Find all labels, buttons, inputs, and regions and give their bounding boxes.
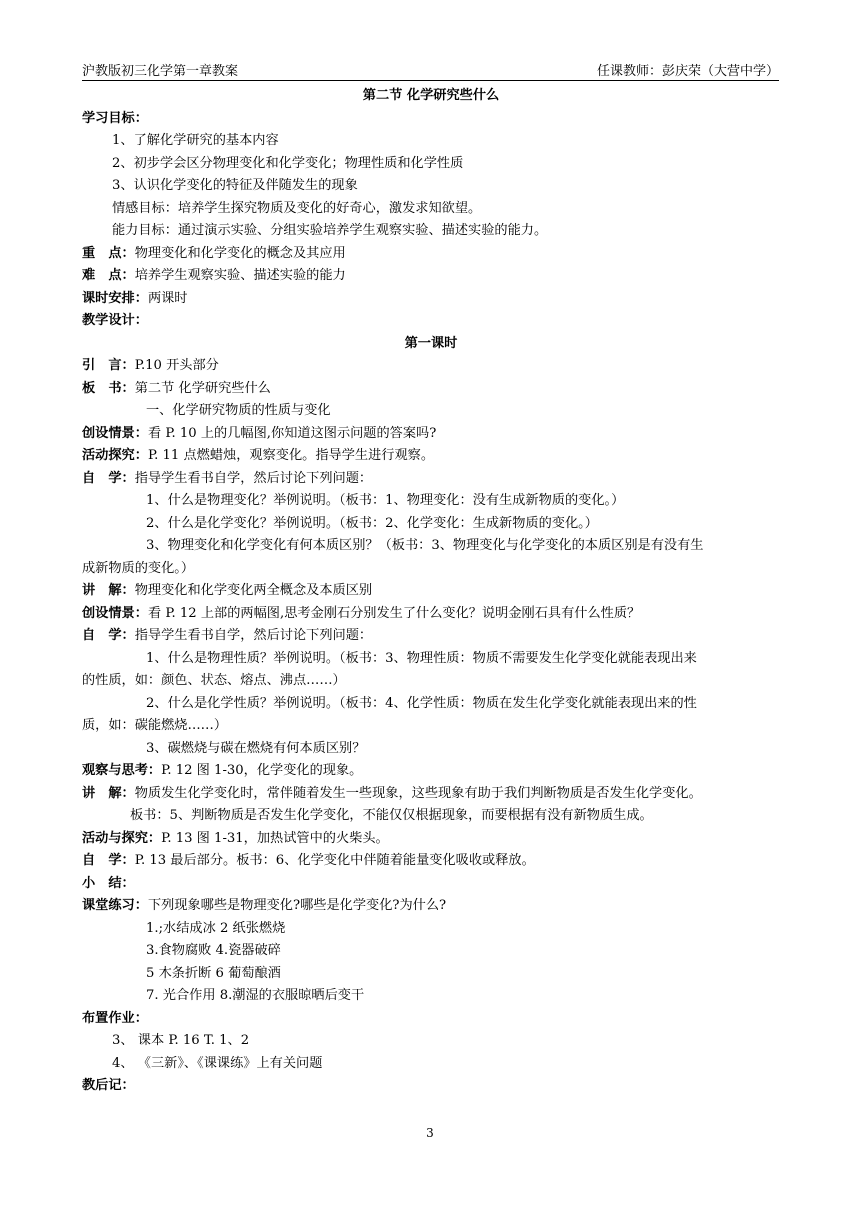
scenario-row <box>82 603 780 626</box>
exercise-item: 1.;水结成冰 2 纸张燃烧 <box>146 920 286 936</box>
difficulty-text: 培养学生观察实验、描述实验的能力 <box>134 268 346 283</box>
exercise-text: 下列现象哪些是物理变化?哪些是化学变化?为什么? <box>147 898 447 913</box>
key-point-row <box>82 243 780 266</box>
homework-label: 布置作业： <box>82 1010 148 1026</box>
question-item: 1、什么是物理性质？举例说明。（板书：3、物理性质：物质不需要发生化学变化就能表现出来 <box>146 650 697 666</box>
summary-label: 小 结： <box>82 875 135 891</box>
lesson-title: 第一课时 <box>404 335 458 351</box>
exercise-label: 课堂练习： <box>82 898 148 913</box>
lecture-label: 讲 解： <box>82 583 135 598</box>
objective-item: 2、初步学会区分物理变化和化学变化；物理性质和化学性质 <box>112 155 464 171</box>
objective-item: 3、认识化学变化的特征及伴随发生的现象 <box>112 178 358 193</box>
schedule-row <box>82 288 780 311</box>
lecture-label: 讲 解： <box>82 785 135 801</box>
activity-text: P. 13 图 1-31，加热试管中的火柴头。 <box>161 830 389 846</box>
question-item: 2、什么是化学性质？举例说明。（板书：4、化学性质：物质在发生化学变化就能表现出来的性 <box>146 695 697 711</box>
activity-label: 活动与探究： <box>82 830 162 846</box>
exercise-item: 3.食物腐败 4.瓷器破碎 <box>146 943 281 958</box>
board-subtitle: 一、化学研究物质的性质与变化 <box>146 403 331 418</box>
design-label: 教学设计： <box>82 313 148 328</box>
self-study-label: 自 学： <box>82 470 135 486</box>
homework-item: 3、 课本 P. 16 T. 1、2 <box>112 1033 250 1048</box>
key-point-label: 重 点： <box>82 245 135 261</box>
header-left: 沪教版初三化学第一章教案 <box>82 64 239 79</box>
scenario-text: 看 P. 10 上的几幅图,你知道这图示问题的答案吗? <box>147 425 437 441</box>
objective-item: 能力目标：通过演示实验、分组实验培养学生观察实验、描述实验的能力。 <box>112 223 548 238</box>
board-text: 第二节 化学研究些什么 <box>134 380 271 396</box>
scenario-label: 创设情景： <box>82 605 148 621</box>
observe-text: P. 12 图 1-30，化学变化的现象。 <box>161 763 363 778</box>
key-point-text: 物理变化和化学变化的概念及其应用 <box>134 245 346 261</box>
schedule-text: 两课时 <box>147 290 188 306</box>
homework-item: 4、 《三新》、《课课练》上有关问题 <box>112 1055 323 1071</box>
exercise-row <box>82 895 780 918</box>
intro-text: P.10 开头部分 <box>134 358 219 373</box>
difficulty-row <box>82 265 780 288</box>
lecture-text: 物理变化和化学变化两全概念及本质区别 <box>134 583 373 598</box>
schedule-label: 课时安排： <box>82 290 148 306</box>
page-number: 3 <box>426 1126 434 1140</box>
objectives-label: 学习目标： <box>82 110 148 126</box>
self-study-label: 自 学： <box>82 853 135 868</box>
self-study-row <box>82 625 780 648</box>
intro-label: 引 言： <box>82 358 135 373</box>
afterword-label: 教后记： <box>82 1078 135 1093</box>
board-row <box>82 378 780 401</box>
question-item: 3、物理变化和化学变化有何本质区别？（板书：3、物理变化与化学变化的本质区别是有没有生 <box>146 538 704 553</box>
self-study-text: 指导学生看书自学，然后讨论下列问题： <box>134 628 373 643</box>
question-item: 1、什么是物理变化？举例说明。（板书：1、物理变化：没有生成新物质的变化。） <box>146 493 625 508</box>
objective-item: 情感目标：培养学生探究物质及变化的好奇心，激发求知欲望。 <box>112 200 482 216</box>
activity-row <box>82 445 780 468</box>
exercise-item: 7. 光合作用 8.潮湿的衣服晾晒后变干 <box>146 988 365 1003</box>
self-study-row <box>82 468 780 491</box>
question-item: 2、什么是化学变化？举例说明。（板书：2、化学变化：生成新物质的变化。） <box>146 515 598 531</box>
document-body <box>82 85 780 1098</box>
scenario-row <box>82 423 780 446</box>
observe-row <box>82 760 780 783</box>
activity-text: P. 11 点燃蜡烛，观察变化。指导学生进行观察。 <box>147 448 435 463</box>
lecture-row <box>82 580 780 603</box>
board-note: 板书：5、判断物质是否发生化学变化，不能仅仅根据现象，而要根据有没有新物质生成。 <box>130 808 653 823</box>
activity-label: 活动探究： <box>82 448 148 463</box>
board-label: 板 书： <box>82 380 135 396</box>
activity-row <box>82 828 780 851</box>
self-study-row <box>82 850 780 873</box>
page-header <box>82 60 779 81</box>
scenario-text: 看 P. 12 上部的两幅图,思考金刚石分别发生了什么变化？说明金刚石具有什么性质？ <box>147 605 641 621</box>
objective-item: 1、了解化学研究的基本内容 <box>112 133 279 148</box>
lecture-text: 物质发生化学变化时，常伴随着发生一些现象，这些现象有助于我们判断物质是否发生化学变化。 <box>134 785 702 801</box>
self-study-label: 自 学： <box>82 628 135 643</box>
scenario-label: 创设情景： <box>82 425 148 441</box>
difficulty-label: 难 点： <box>82 268 135 283</box>
self-study-text: P. 13 最后部分。板书：6、化学变化中伴随着能量变化吸收或释放。 <box>134 853 535 868</box>
question-item: 3、碳燃烧与碳在燃烧有何本质区别？ <box>146 740 366 756</box>
self-study-text: 指导学生看书自学，然后讨论下列问题： <box>134 470 373 486</box>
question-continuation: 质，如：碳能燃烧……） <box>82 718 228 733</box>
header-right: 任课教师：彭庆荣（大营中学） <box>596 64 779 79</box>
exercise-item: 5 木条折断 6 葡萄酿酒 <box>146 965 281 981</box>
question-continuation: 成新物质的变化。） <box>82 560 195 576</box>
intro-row <box>82 355 780 378</box>
question-continuation: 的性质，如：颜色、状态、熔点、沸点……） <box>82 673 346 688</box>
lecture-row <box>82 783 780 806</box>
observe-label: 观察与思考： <box>82 763 162 778</box>
section-title: 第二节 化学研究些什么 <box>362 88 500 103</box>
